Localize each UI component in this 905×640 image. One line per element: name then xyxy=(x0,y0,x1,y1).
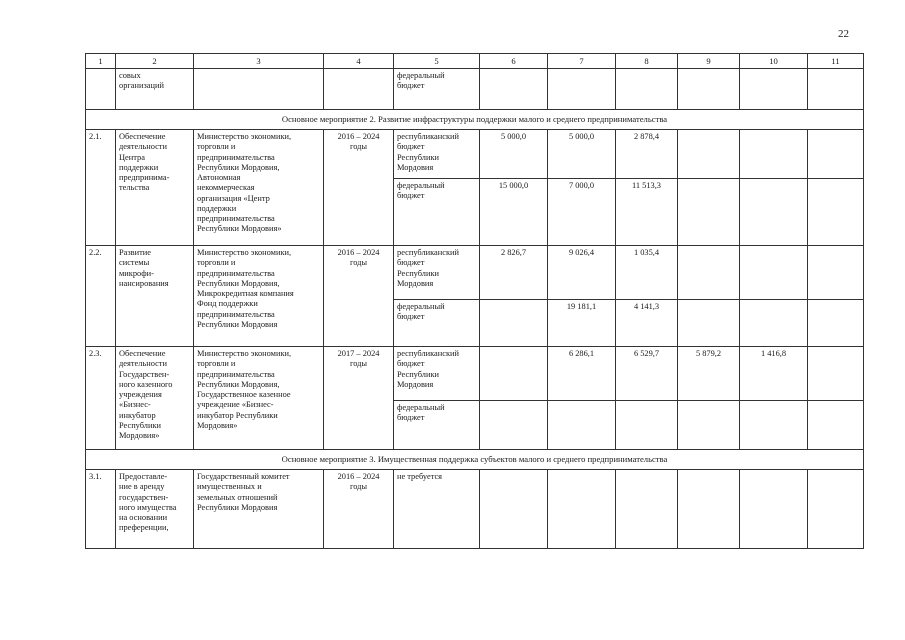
value-cell xyxy=(808,347,864,401)
period: 2016 – 2024 годы xyxy=(324,130,394,246)
measure-name: Обеспечение деятельности Центра поддержки предпринима- тельства xyxy=(116,130,194,246)
funding-source: федеральный бюджет xyxy=(394,401,480,450)
value-cell xyxy=(678,179,740,246)
value-cell xyxy=(548,401,616,450)
value-cell: 1 035,4 xyxy=(616,246,678,300)
funding-source: республиканский бюджет Республики Мордовия xyxy=(394,130,480,179)
header-cell: 5 xyxy=(394,54,480,69)
program-table xyxy=(85,53,864,549)
header-cell: 1 xyxy=(86,54,116,69)
header-cell: 11 xyxy=(808,54,864,69)
measure-name: Обеспечение деятельности Государствен- ного казенного учреждения «Бизнес- инкубатор Республики Мордовия» xyxy=(116,347,194,450)
value-cell xyxy=(740,246,808,300)
value-cell: 4 141,3 xyxy=(616,300,678,347)
value-cell xyxy=(616,401,678,450)
value-cell: 9 026,4 xyxy=(548,246,616,300)
section-title: Основное мероприятие 3. Имущественная поддержка субъектов малого и среднего предпринимательства xyxy=(86,450,864,470)
value-cell xyxy=(808,246,864,300)
period: 2016 – 2024 годы xyxy=(324,246,394,347)
value-cell: 15 000,0 xyxy=(480,179,548,246)
funding-source: республиканский бюджет Республики Мордовия xyxy=(394,347,480,401)
value-cell: 19 181,1 xyxy=(548,300,616,347)
table-row xyxy=(86,69,864,110)
funding-source: не требуется xyxy=(394,470,480,549)
value-cell xyxy=(678,470,740,549)
value-cell: 7 000,0 xyxy=(548,179,616,246)
funding-source: федеральный бюджет xyxy=(394,69,480,110)
value-cell xyxy=(808,179,864,246)
executor: Государственный комитет имущественных и земельных отношений Республики Мордовия xyxy=(194,470,324,549)
value-cell xyxy=(480,470,548,549)
value-cell xyxy=(740,470,808,549)
value-cell: 1 416,8 xyxy=(740,347,808,401)
header-cell: 4 xyxy=(324,54,394,69)
value-cell xyxy=(740,401,808,450)
header-cell: 2 xyxy=(116,54,194,69)
page-number: 22 xyxy=(838,28,849,40)
value-cell xyxy=(678,300,740,347)
value-cell: 5 000,0 xyxy=(548,130,616,179)
row-number: 2.3. xyxy=(86,347,116,450)
value-cell: 2 826,7 xyxy=(480,246,548,300)
period: 2016 – 2024 годы xyxy=(324,470,394,549)
funding-source: федеральный бюджет xyxy=(394,300,480,347)
executor: Министерство экономики, торговли и предпринимательства Республики Мордовия, Государственное казенное учреждение «Бизнес- инкубатор Республики Мордовия» xyxy=(194,347,324,450)
header-cell: 9 xyxy=(678,54,740,69)
measure-name: совых организаций xyxy=(116,69,194,110)
value-cell xyxy=(678,401,740,450)
period: 2017 – 2024 годы xyxy=(324,347,394,450)
value-cell xyxy=(808,300,864,347)
section-title: Основное мероприятие 2. Развитие инфраструктуры поддержки малого и среднего предпринимательства xyxy=(86,110,864,130)
row-number: 2.1. xyxy=(86,130,116,246)
row-number: 2.2. xyxy=(86,246,116,347)
table-row xyxy=(86,347,864,401)
value-cell xyxy=(740,300,808,347)
measure-name: Предоставле- ние в аренду государствен- ного имущества на основании преференции, xyxy=(116,470,194,549)
value-cell: 2 878,4 xyxy=(616,130,678,179)
value-cell: 6 529,7 xyxy=(616,347,678,401)
section-row xyxy=(86,450,864,470)
value-cell xyxy=(480,347,548,401)
value-cell xyxy=(808,130,864,179)
value-cell xyxy=(678,130,740,179)
header-cell: 6 xyxy=(480,54,548,69)
value-cell: 5 000,0 xyxy=(480,130,548,179)
section-row xyxy=(86,110,864,130)
executor: Министерство экономики, торговли и предпринимательства Республики Мордовия, Автономная некоммерческая организация «Центр поддержки предпринимательства Республики Мордовия» xyxy=(194,130,324,246)
header-cell: 10 xyxy=(740,54,808,69)
value-cell xyxy=(740,179,808,246)
row-number: 3.1. xyxy=(86,470,116,549)
header-cell: 8 xyxy=(616,54,678,69)
table-row xyxy=(86,246,864,300)
header-cell: 3 xyxy=(194,54,324,69)
executor: Министерство экономики, торговли и предпринимательства Республики Мордовия, Микрокредитная компания Фонд поддержки предпринимательства Республики Мордовия xyxy=(194,246,324,347)
value-cell xyxy=(808,401,864,450)
table-row xyxy=(86,130,864,179)
value-cell xyxy=(616,470,678,549)
table-row xyxy=(86,470,864,549)
header-cell: 7 xyxy=(548,54,616,69)
value-cell xyxy=(548,470,616,549)
measure-name: Развитие системы микрофи- нансирования xyxy=(116,246,194,347)
value-cell xyxy=(480,401,548,450)
value-cell xyxy=(678,246,740,300)
funding-source: республиканский бюджет Республики Мордовия xyxy=(394,246,480,300)
value-cell xyxy=(808,470,864,549)
value-cell: 6 286,1 xyxy=(548,347,616,401)
header-row xyxy=(86,54,864,69)
value-cell: 5 879,2 xyxy=(678,347,740,401)
funding-source: федеральный бюджет xyxy=(394,179,480,246)
value-cell xyxy=(740,130,808,179)
value-cell: 11 513,3 xyxy=(616,179,678,246)
value-cell xyxy=(480,300,548,347)
